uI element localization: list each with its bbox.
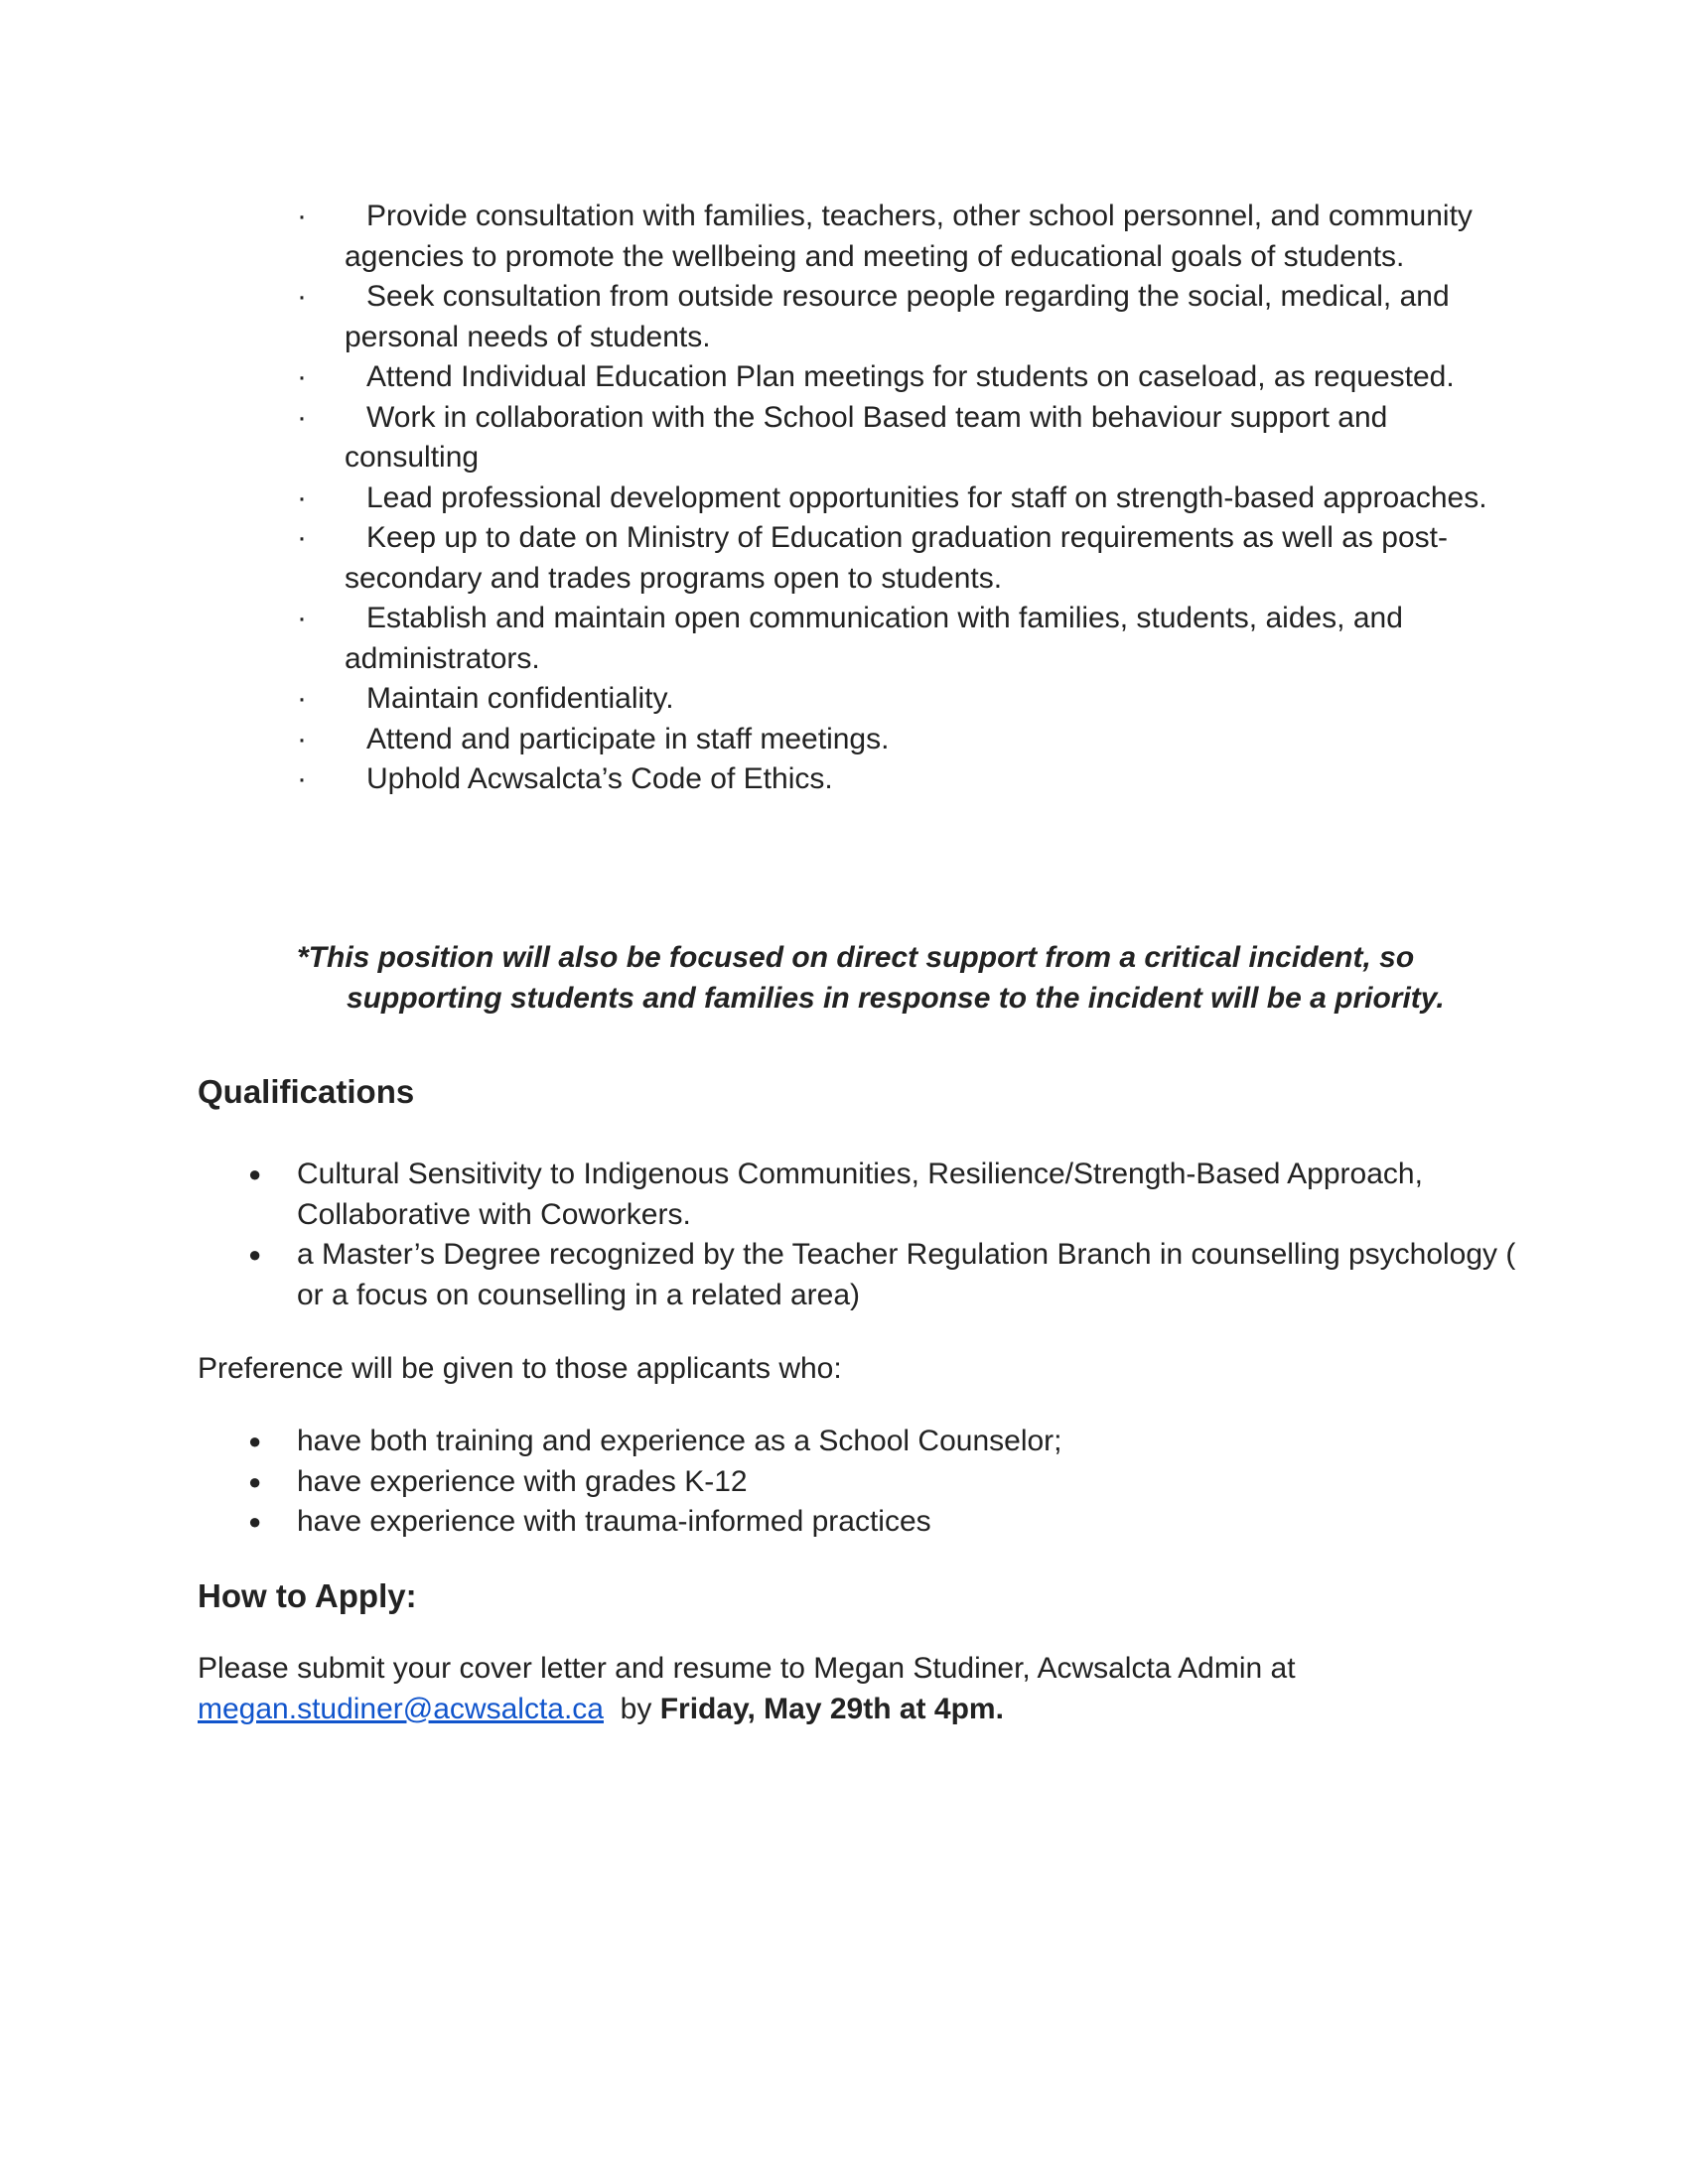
preference-text: have experience with trauma-informed practices <box>297 1505 931 1538</box>
list-item <box>297 277 1518 357</box>
list-item <box>248 1422 1539 1462</box>
bullet-dot: · <box>297 762 307 795</box>
bullet-dot: · <box>297 722 307 755</box>
preference-intro: Preference will be given to those applicants who: <box>198 1352 842 1385</box>
how-to-apply-heading: How to Apply: <box>198 1577 417 1614</box>
preference-list <box>248 1422 1539 1543</box>
duty-text-lead: Keep up to date on Ministry of Education graduation requirements as well as <box>366 521 1373 554</box>
duty-text-lead: Seek consultation from outside resource people regarding the social, medical, and <box>366 280 1450 313</box>
list-item <box>297 679 1518 720</box>
duties-list <box>297 197 1518 800</box>
bullet-dot: · <box>297 682 307 715</box>
list-item <box>248 1235 1539 1315</box>
qualification-text: Cultural Sensitivity to Indigenous Communities, Resilience/Strength-Based Approach, Collaborative with Coworkers. <box>297 1158 1423 1231</box>
bullet-dot: · <box>297 360 307 393</box>
list-item <box>297 197 1518 277</box>
list-item <box>248 1502 1539 1543</box>
bullet-dot: · <box>297 602 307 634</box>
bullet-dot: ● <box>248 1242 262 1267</box>
duty-text-lead: Establish and maintain open communication with families, students, aides, and <box>366 602 1403 634</box>
deadline-text: Friday, May 29th at 4pm. <box>659 1692 1004 1725</box>
list-item <box>248 1462 1539 1503</box>
preference-text: have both training and experience as a School Counselor; <box>297 1425 1062 1457</box>
bullet-dot: ● <box>248 1509 262 1534</box>
list-item <box>297 398 1518 478</box>
duty-text-lead: Provide consultation with families, teachers, other school personnel, and <box>366 200 1321 232</box>
qualification-text: a Master’s Degree recognized by the Teacher Regulation Branch in counselling psychology ( or a focus on counselling in a related area) <box>297 1238 1516 1311</box>
email-link[interactable]: megan.studiner@acwsalcta.ca <box>198 1692 604 1725</box>
duty-text-lead: Lead professional development opportunities for staff on strength-based <box>366 480 1316 514</box>
list-item <box>297 599 1518 679</box>
apply-by-text: by <box>620 1692 652 1725</box>
preference-text: have experience with grades K-12 <box>297 1464 748 1498</box>
priority-note: *This position will also be focused on direct support from a critical incident, so supporting students and families in response to the incident will be a priority. <box>297 941 1445 1015</box>
bullet-dot: ● <box>248 1161 262 1186</box>
list-item <box>297 357 1518 398</box>
list-item <box>297 478 1518 519</box>
bullet-dot: · <box>297 200 307 232</box>
bullet-dot: ● <box>248 1429 262 1453</box>
bullet-dot: · <box>297 280 307 313</box>
duty-text-lead: Attend and participate in staff meetings. <box>366 722 890 755</box>
duty-text-rest: post-secondary and trades programs open to students. <box>345 521 1448 595</box>
qualifications-list <box>248 1155 1539 1315</box>
list-item <box>297 759 1518 800</box>
duty-text-rest: approaches. <box>1323 480 1487 514</box>
bullet-dot: · <box>297 400 307 434</box>
list-item <box>248 1155 1539 1235</box>
duty-text-rest: community agencies to promote the wellbeing and meeting of educational goals of students. <box>345 200 1473 273</box>
list-item <box>297 720 1518 760</box>
duty-text-lead: Attend Individual Education Plan meetings for students on caseload, as requested. <box>366 360 1455 393</box>
bullet-dot: · <box>297 480 307 514</box>
duty-text-lead: Work in collaboration with the School Based team with behaviour support and <box>366 400 1388 434</box>
duty-text-rest: personal needs of students. <box>345 320 711 353</box>
apply-paragraph <box>198 1649 1538 1729</box>
bullet-dot: ● <box>248 1468 262 1494</box>
duty-text-rest: consulting <box>345 441 480 474</box>
bullet-dot: · <box>297 521 307 554</box>
list-item <box>297 518 1518 599</box>
duty-text-lead: Uphold Acwsalcta’s Code of Ethics. <box>366 762 833 795</box>
qualifications-heading: Qualifications <box>198 1073 415 1110</box>
duty-text-lead: Maintain confidentiality. <box>366 682 674 715</box>
duty-text-rest: administrators. <box>345 641 540 675</box>
apply-text: Please submit your cover letter and resume to Megan Studiner, Acwsalcta Admin at <box>198 1652 1296 1685</box>
